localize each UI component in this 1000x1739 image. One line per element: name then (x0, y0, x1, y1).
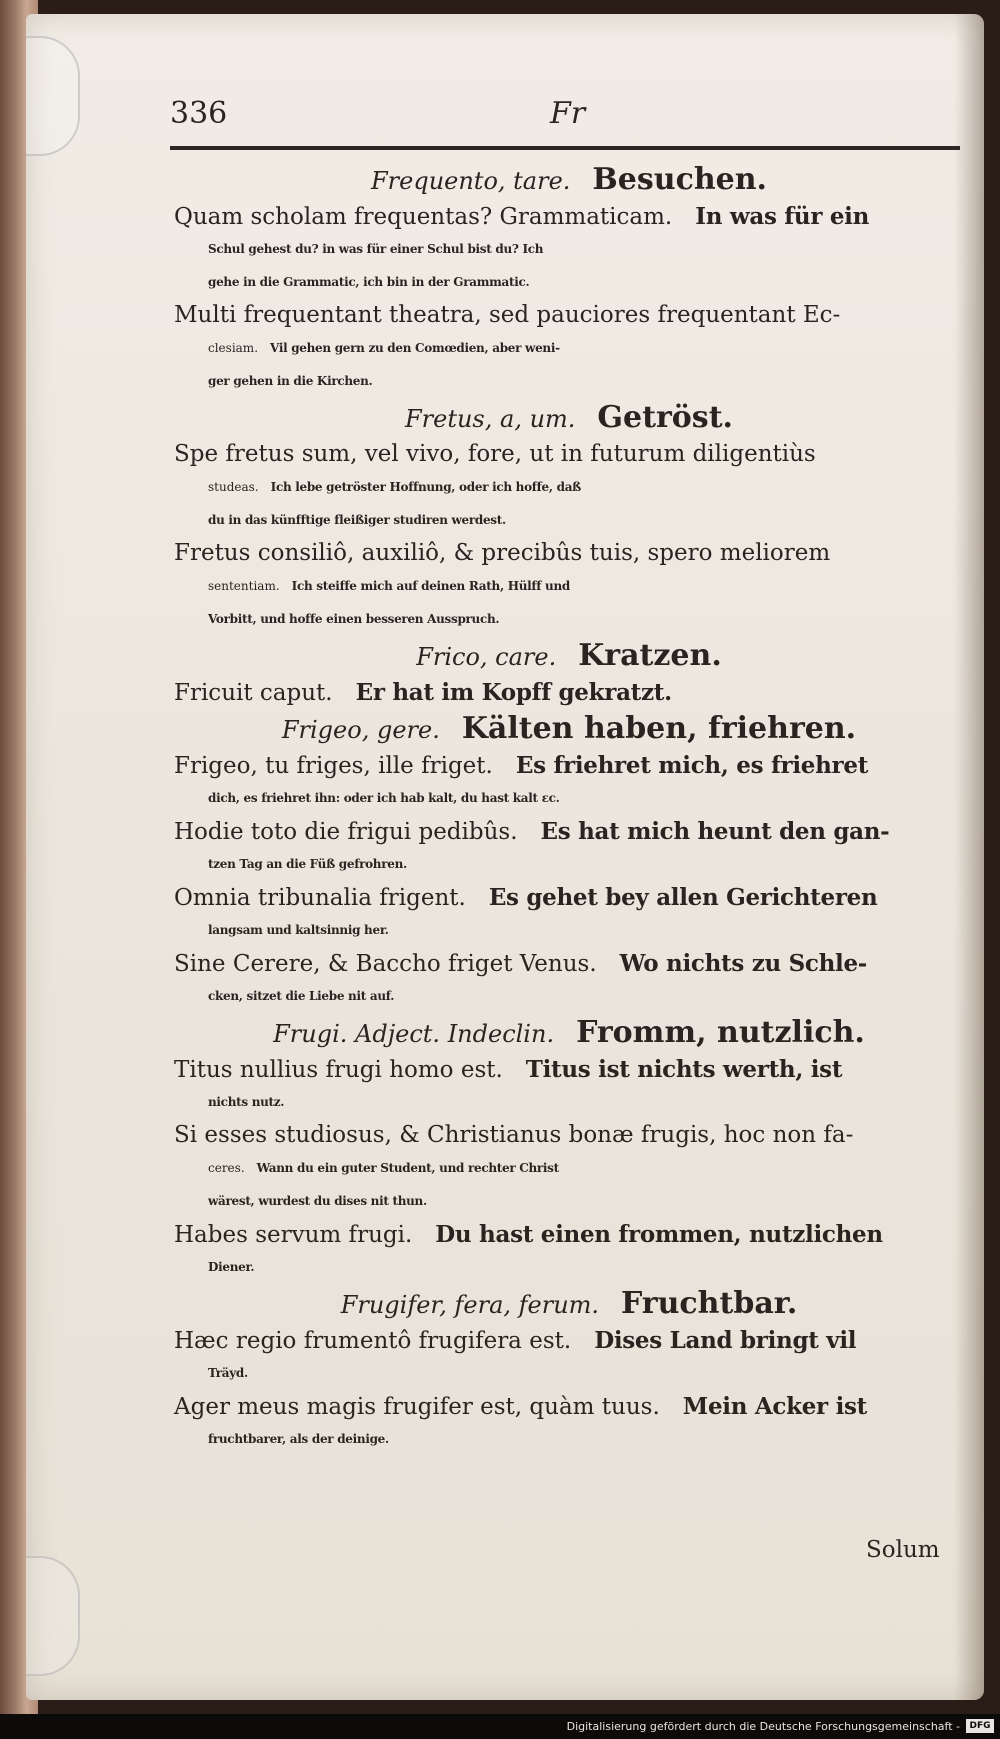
german-text: langsam und kaltsinnig her. (208, 923, 389, 937)
continuation-line (174, 603, 964, 636)
continuation-line (174, 365, 964, 398)
latin-headword: Fretus, a, um. (405, 405, 576, 433)
latin-text: Multi frequentant theatra, sed pauciores frequentant Ec- (174, 302, 841, 328)
catchword: Solum (866, 1537, 940, 1563)
continuation-line (174, 782, 964, 815)
german-text: wärest, wurdest du dises nit thun. (208, 1194, 427, 1208)
latin-text: Fricuit caput. (174, 680, 333, 706)
latin-text: Spe fretus sum, vel vivo, fore, ut in futurum diligentiùs (174, 441, 816, 467)
german-headword: Fruchtbar. (621, 1286, 798, 1321)
german-text: tzen Tag an die Füß gefrohren. (208, 857, 407, 871)
german-text: Er hat im Kopff gekratzt. (355, 679, 672, 706)
german-text: fruchtbarer, als der deinige. (208, 1432, 389, 1446)
german-text: In was für ein (695, 203, 870, 230)
headword-line (174, 398, 964, 438)
continuation-line (174, 1185, 964, 1218)
german-text: Es friehret mich, es friehret (515, 752, 869, 779)
german-headword: Getröst. (597, 400, 733, 435)
german-text: ger gehen in die Kirchen. (208, 374, 373, 388)
page-number: 336 (170, 96, 228, 131)
continuation-line (174, 1357, 964, 1390)
latin-text: clesiam. (208, 341, 259, 355)
german-text: dich, es friehret ihn: oder ich hab kalt, du hast kalt ɛc. (208, 791, 560, 805)
german-headword: Kälten haben, friehren. (461, 711, 857, 746)
latin-headword: Frugifer, fera, ferum. (340, 1291, 600, 1319)
german-text: cken, sitzet die Liebe nit auf. (208, 989, 395, 1003)
continuation-line (174, 266, 964, 299)
headword-line (174, 709, 964, 749)
german-text: Dises Land bringt vil (594, 1327, 857, 1354)
german-headword: Kratzen. (578, 638, 722, 673)
example-line (174, 200, 964, 233)
example-line (174, 1218, 964, 1251)
example-line (174, 749, 964, 782)
example-line (174, 881, 964, 914)
german-text: du in das künfftige fleißiger studiren werdest. (208, 513, 506, 527)
continuation-line (174, 233, 964, 266)
example-line (174, 537, 964, 570)
continuation-line (174, 914, 964, 947)
german-text: Wann du ein guter Student, und rechter Christ (256, 1161, 559, 1175)
german-text: Titus ist nichts werth, ist (525, 1056, 843, 1083)
headword-line (174, 1284, 964, 1324)
german-text: nichts nutz. (208, 1095, 285, 1109)
german-text: Es hat mich heunt den gan- (540, 818, 890, 845)
latin-text: Quam scholam frequentas? Grammaticam. (174, 204, 673, 230)
latin-headword: Frugi. Adject. Indeclin. (273, 1020, 555, 1048)
latin-headword: Frequento, tare. (371, 167, 571, 195)
latin-text: Hodie toto die frigui pedibûs. (174, 819, 518, 845)
continuation-line (174, 1251, 964, 1284)
continuation-line (174, 848, 964, 881)
german-text: Träyd. (208, 1366, 248, 1380)
example-line (174, 299, 964, 332)
dictionary-text (174, 160, 964, 1456)
continuation-line (174, 1086, 964, 1119)
header-rule (170, 146, 960, 150)
example-line (174, 1324, 964, 1357)
latin-text: ceres. (208, 1161, 245, 1175)
german-text: Ich lebe getröster Hoffnung, oder ich hoffe, daß (270, 480, 581, 494)
running-head: Fr (550, 96, 586, 131)
latin-text: Sine Cerere, & Baccho friget Venus. (174, 951, 597, 977)
german-text: Schul gehest du? in was für einer Schul bist du? Ich (208, 242, 544, 256)
latin-text: Ager meus magis frugifer est, quàm tuus. (174, 1394, 660, 1420)
latin-text: studeas. (208, 480, 259, 494)
example-line (174, 1119, 964, 1152)
dfg-logo: DFG (966, 1719, 994, 1733)
latin-headword: Frigeo, gere. (281, 716, 440, 744)
continuation-line (174, 980, 964, 1013)
example-line (174, 1053, 964, 1086)
continuation-line (174, 504, 964, 537)
latin-text: sententiam. (208, 579, 280, 593)
example-line (174, 1390, 964, 1423)
latin-text: Fretus consiliô, auxiliô, & precibûs tuis, spero meliorem (174, 540, 831, 566)
german-text: Wo nichts zu Schle- (619, 950, 868, 977)
continuation-line (174, 570, 964, 603)
latin-text: Habes servum frugi. (174, 1222, 413, 1248)
german-text: gehe in die Grammatic, ich bin in der Grammatic. (208, 275, 530, 289)
latin-text: Omnia tribunalia frigent. (174, 885, 466, 911)
german-headword: Fromm, nutzlich. (576, 1015, 865, 1050)
headword-line (174, 1013, 964, 1053)
example-line (174, 438, 964, 471)
digitization-footer (0, 1714, 1000, 1739)
german-text: Mein Acker ist (682, 1393, 867, 1420)
example-line (174, 947, 964, 980)
latin-text: Si esses studiosus, & Christianus bonæ frugis, hoc non fa- (174, 1122, 854, 1148)
example-line (174, 815, 964, 848)
german-text: Diener. (208, 1260, 255, 1274)
german-headword: Besuchen. (592, 162, 767, 197)
german-text: Vil gehen gern zu den Comœdien, aber weni- (270, 341, 560, 355)
german-text: Vorbitt, und hoffe einen besseren Ausspruch. (208, 612, 500, 626)
page-clip-top (26, 36, 80, 156)
latin-text: Hæc regio frumentô frugifera est. (174, 1328, 572, 1354)
footer-credit: Digitalisierung gefördert durch die Deutsche Forschungsgemeinschaft - (566, 1720, 960, 1733)
german-text: Ich steiffe mich auf deinen Rath, Hülff und (291, 579, 570, 593)
headword-line (174, 636, 964, 676)
page-header (170, 96, 960, 136)
latin-text: Titus nullius frugi homo est. (174, 1057, 503, 1083)
continuation-line (174, 1152, 964, 1185)
headword-line (174, 160, 964, 200)
latin-headword: Frico, care. (416, 643, 557, 671)
continuation-line (174, 471, 964, 504)
example-line (174, 676, 964, 709)
continuation-line (174, 332, 964, 365)
german-text: Du hast einen frommen, nutzlichen (435, 1221, 883, 1248)
continuation-line (174, 1423, 964, 1456)
page-clip-bottom (26, 1556, 80, 1676)
latin-text: Frigeo, tu friges, ille friget. (174, 753, 493, 779)
german-text: Es gehet bey allen Gerichteren (488, 884, 878, 911)
